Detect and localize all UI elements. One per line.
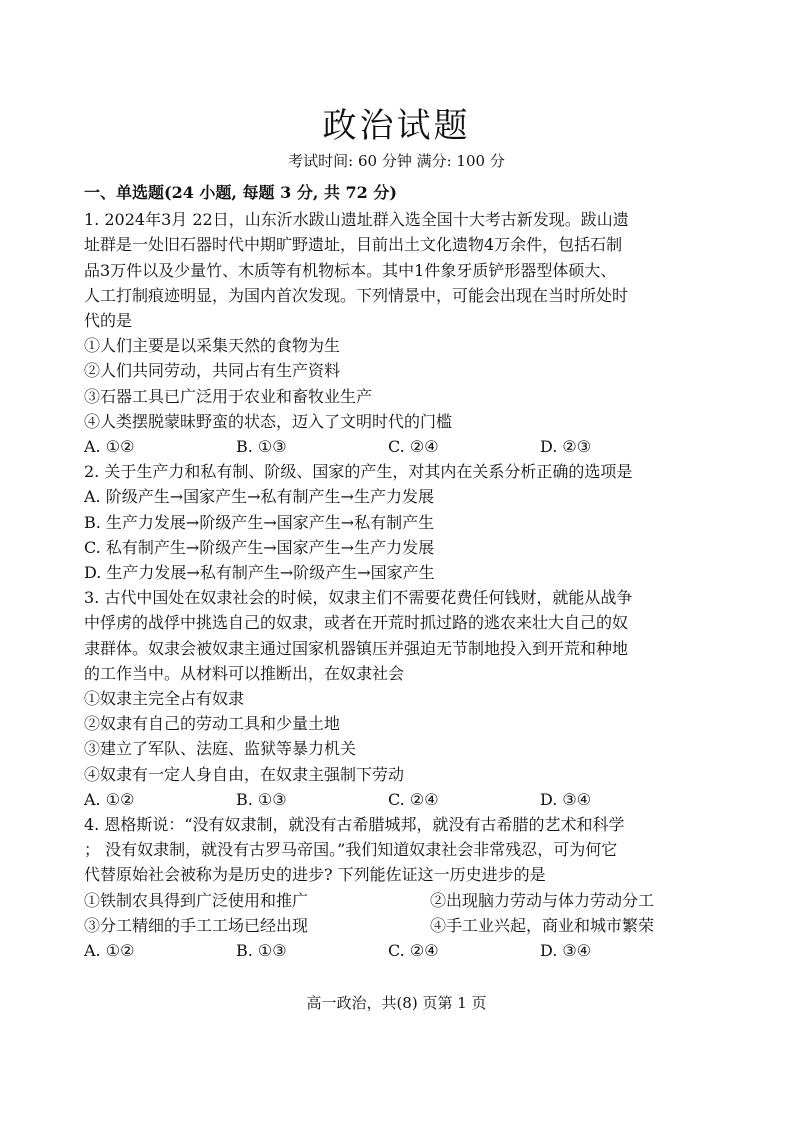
- option-d: D. ③④: [540, 941, 592, 961]
- question-stem-line: 品3万件以及少量竹、木质等有机物标本。其中1件象牙质铲形器型体硕大、: [84, 260, 617, 280]
- question-content: [84, 180, 714, 963]
- question-stem-line: 的工作当中。从材料可以推断出，在奴隶社会: [84, 663, 405, 683]
- question-2: [84, 459, 714, 585]
- answer-options: [84, 938, 714, 963]
- statement: ①铁制农具得到广泛使用和推广: [84, 890, 309, 910]
- option-d: D. 生产力发展→私有制产生→阶级产生→国家产生: [84, 563, 435, 583]
- question-stem-line: ； 没有奴隶制，就没有古罗马帝国。”我们知道奴隶社会非常残忍，可为何它: [84, 840, 618, 860]
- question-stem: 2. 关于生产力和私有制、阶级、国家的产生，对其内在关系分析正确的选项是: [84, 462, 633, 482]
- statement: ④手工业兴起，商业和城市繁荣: [430, 915, 655, 935]
- question-stem-line: 址群是一处旧石器时代中期旷野遗址，目前出土文化遗物4万余件，包括石制: [84, 235, 623, 255]
- statement-row: [84, 913, 714, 938]
- question-1: [84, 207, 714, 459]
- option-c: C. ②④: [388, 941, 439, 961]
- option-d: D. ②③: [540, 437, 592, 457]
- option-a: A. ①②: [84, 941, 135, 961]
- question-stem-line: 隶群体。奴隶会被奴隶主通过国家机器镇压并强迫无节制地投入到开荒和种地: [84, 638, 629, 658]
- option-b: B. 生产力发展→阶级产生→国家产生→私有制产生: [84, 512, 435, 532]
- option-a: A. 阶级产生→国家产生→私有制产生→生产力发展: [84, 487, 434, 507]
- question-stem-line: 1. 2024年3月 22日，山东沂水跋山遗址群入选全国十大考古新发现。跋山遗: [84, 210, 629, 230]
- question-4: [84, 812, 714, 963]
- question-stem-line: 代替原始社会被称为是历史的进步? 下列能佐证这一历史进步的是: [84, 865, 546, 885]
- statement: ④人类摆脱蒙昧野蛮的状态，迈入了文明时代的门槛: [84, 411, 453, 431]
- exam-info: 考试时间: 60 分钟 满分: 100 分: [288, 152, 505, 170]
- answer-options: [84, 787, 714, 812]
- statement: ③分工精细的手工工场已经出现: [84, 915, 309, 935]
- question-stem-line: 人工打制痕迹明显，为国内首次发现。下列情景中，可能会出现在当时所处时: [84, 285, 629, 305]
- page-footer: 高一政治，共(8) 页第 1 页: [306, 994, 487, 1012]
- option-c: C. ②④: [388, 789, 439, 809]
- statement: ①人们主要是以采集天然的食物为生: [84, 336, 341, 356]
- statement-row: [84, 888, 714, 913]
- question-stem-line: 代的是: [84, 311, 133, 331]
- option-b: B. ①③: [236, 437, 287, 457]
- option-a: A. ①②: [84, 437, 135, 457]
- statement: ③石器工具已广泛用于农业和畜牧业生产: [84, 386, 373, 406]
- statement: ②人们共同劳动，共同占有生产资料: [84, 361, 341, 381]
- option-c: C. 私有制产生→阶级产生→国家产生→生产力发展: [84, 537, 435, 557]
- option-b: B. ①③: [236, 941, 287, 961]
- statement: ①奴隶主完全占有奴隶: [84, 689, 245, 709]
- page-title: 政治试题: [322, 106, 471, 146]
- statement: ②奴隶有自己的劳动工具和少量土地: [84, 714, 341, 734]
- statement: ④奴隶有一定人身自由，在奴隶主强制下劳动: [84, 764, 405, 784]
- statement: ②出现脑力劳动与体力劳动分工: [430, 890, 655, 910]
- section-heading: 一、单选题(24 小题, 每题 3 分, 共 72 分): [84, 183, 397, 202]
- answer-options: [84, 434, 714, 459]
- question-stem-line: 3. 古代中国处在奴隶社会的时候，奴隶主们不需要花费任何钱财，就能从战争: [84, 588, 633, 608]
- option-b: B. ①③: [236, 789, 287, 809]
- option-a: A. ①②: [84, 789, 135, 809]
- question-3: [84, 585, 714, 812]
- option-c: C. ②④: [388, 437, 439, 457]
- question-stem-line: 中俘虏的战俘中挑选自己的奴隶，或者在开荒时抓过路的逃农来壮大自己的奴: [84, 613, 629, 633]
- option-d: D. ③④: [540, 789, 592, 809]
- statement: ③建立了军队、法庭、监狱等暴力机关: [84, 739, 357, 759]
- question-stem-line: 4. 恩格斯说：“没有奴隶制，就没有古希腊城邦，就没有古希腊的艺术和科学: [84, 815, 625, 835]
